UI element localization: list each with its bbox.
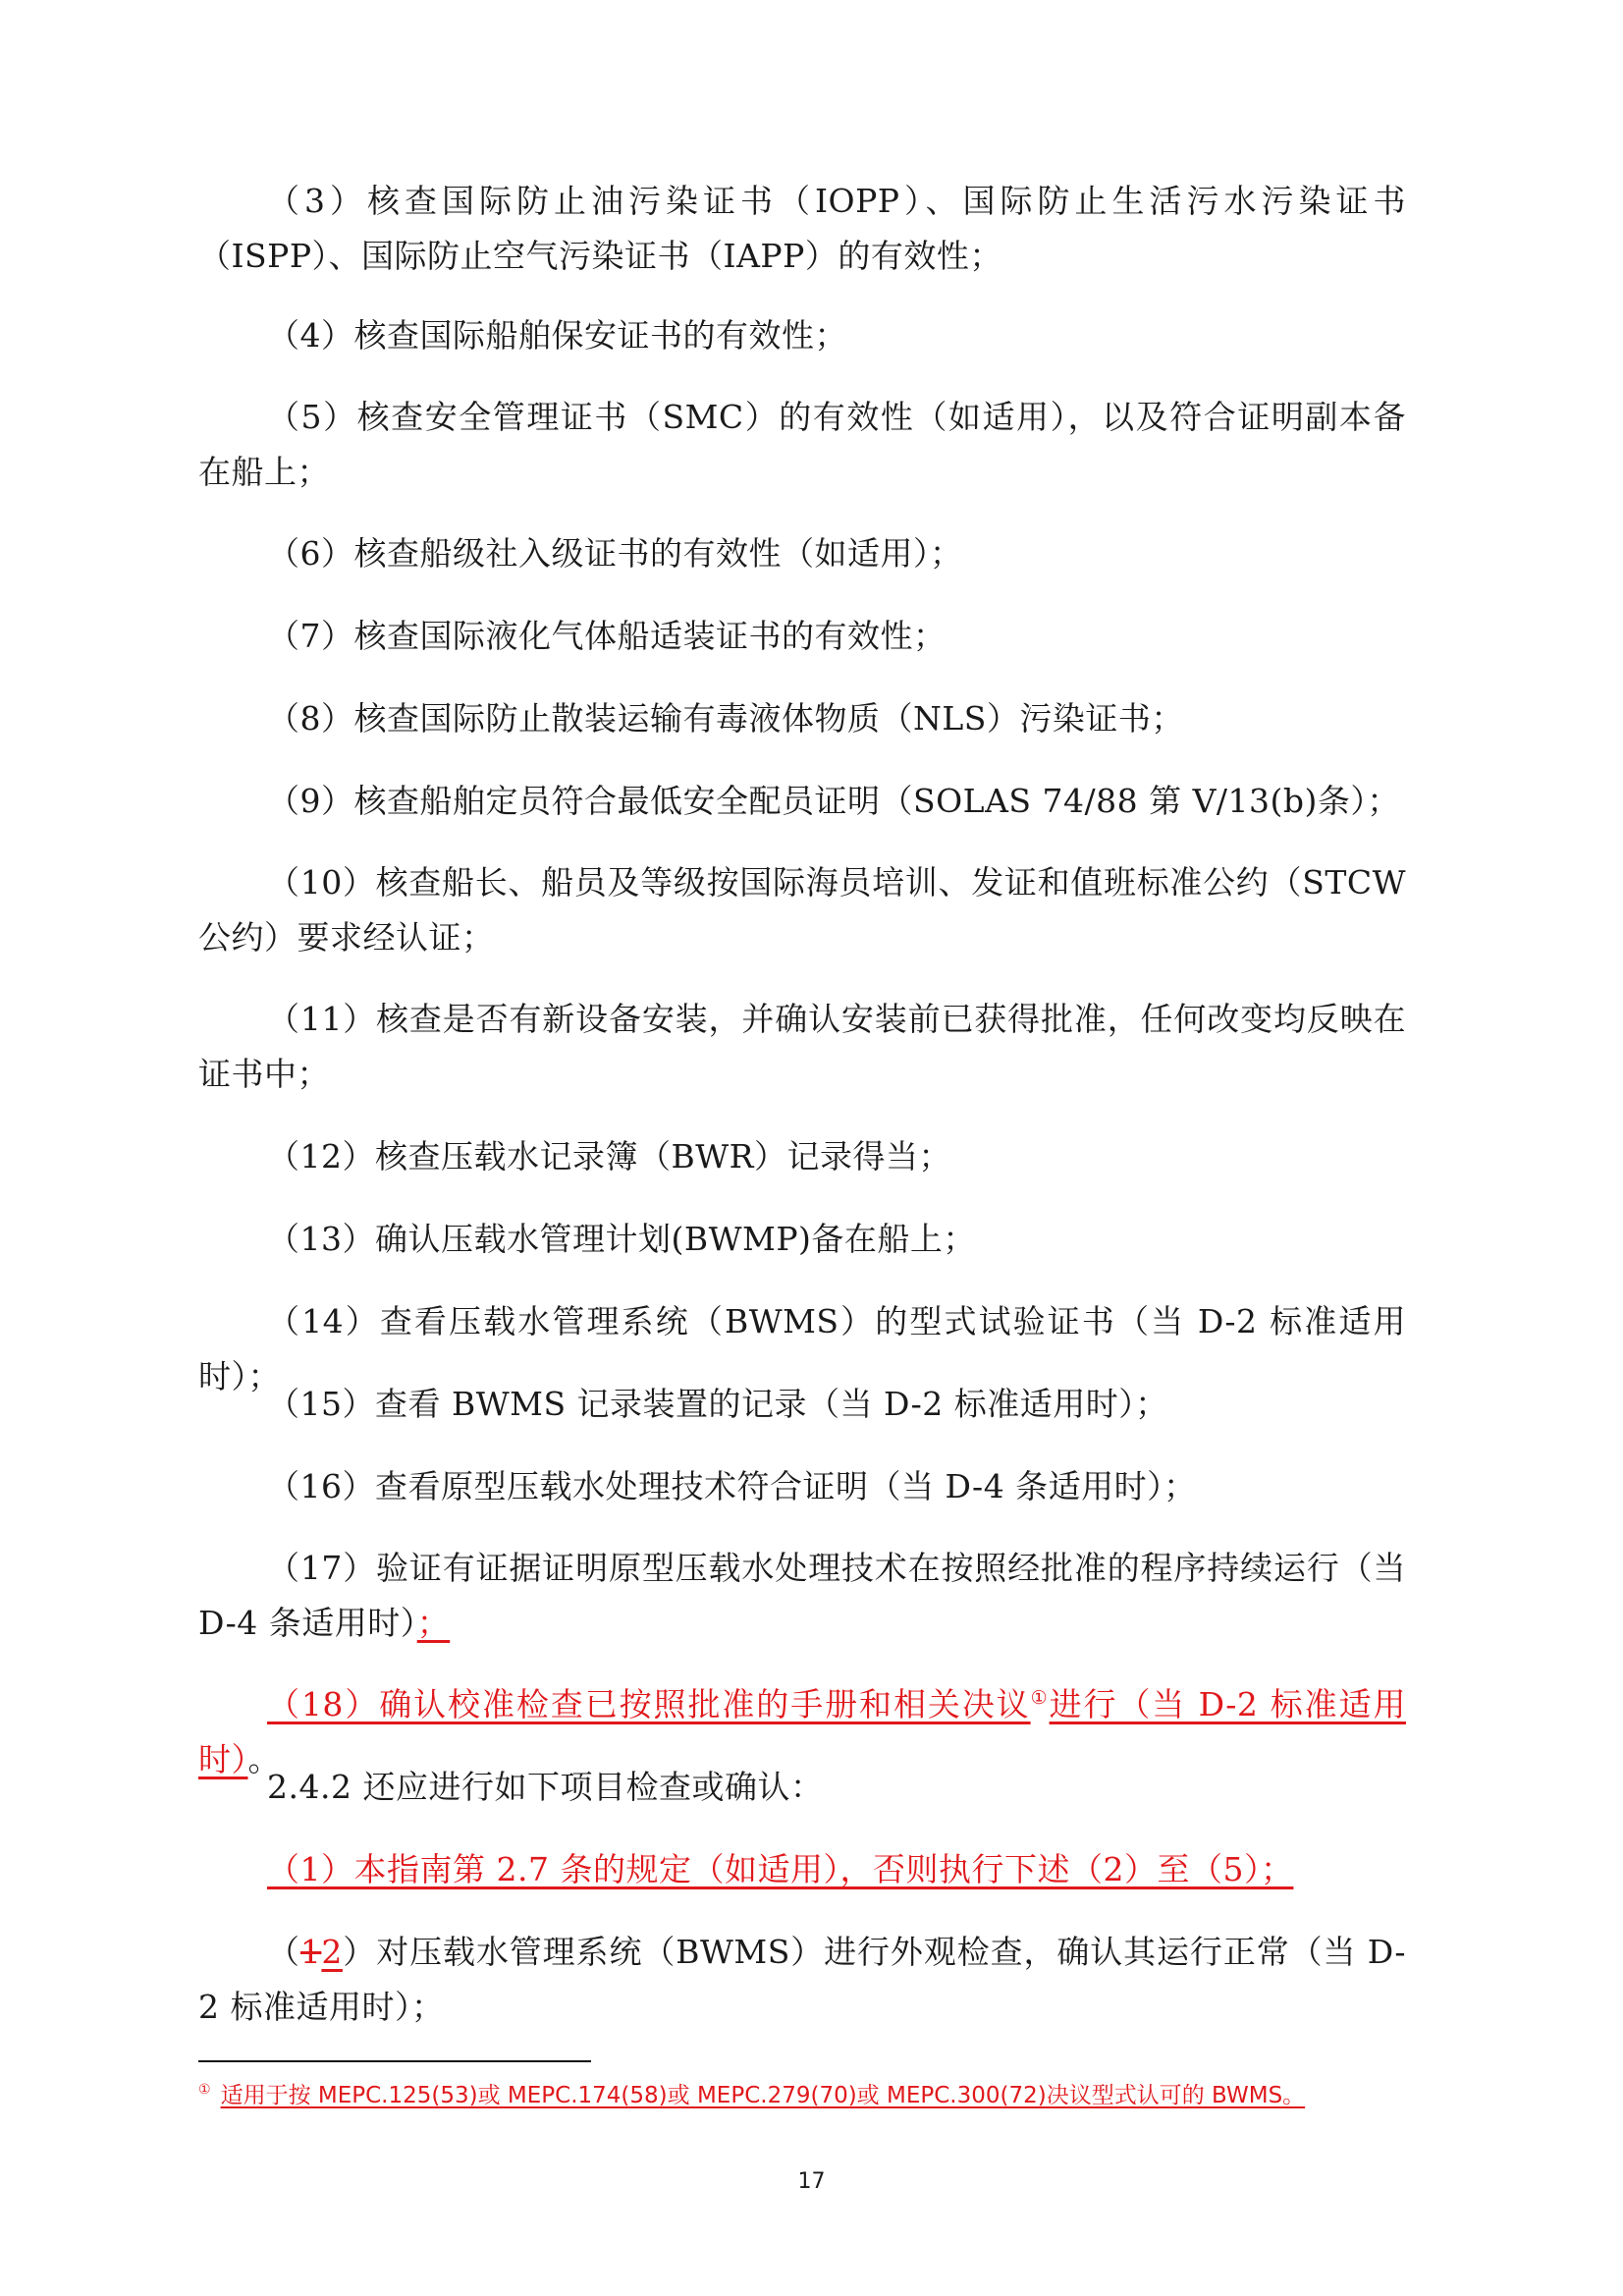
sub-item-2-inserted-number: 2 xyxy=(321,1933,343,1971)
item-18-text-a: （18）确认校准检查已按照批准的手册和相关决议 xyxy=(267,1685,1031,1723)
item-18-period: 。 xyxy=(247,1740,281,1778)
footnote xyxy=(198,2079,1406,2112)
sub-item-2-deleted-number: 1 xyxy=(299,1933,322,1971)
item-13: （13）确认压载水管理计划(BWMP)备在船上； xyxy=(267,1220,976,1258)
sub-item-1-inserted xyxy=(198,1842,1406,1897)
item-14: （14）查看压载水管理系统（BWMS）的型式试验证书（当 D-2 标准适用时）； xyxy=(198,1302,1406,1395)
item-15: （15）查看 BWMS 记录装置的记录（当 D-2 标准适用时）； xyxy=(267,1385,1168,1423)
item-9: （9）核查船舶定员符合最低安全配员证明（SOLAS 74/88 第 V/13(b)条）； xyxy=(267,782,1400,820)
sub-item-2-text: ）对压载水管理系统（BWMS）进行外观检查，确认其运行正常（当 D-2 标准适用时）； xyxy=(198,1933,1407,2026)
footnote-mark: ① xyxy=(198,2082,211,2099)
footnote-text: 适用于按 MEPC.125(53)或 MEPC.174(58)或 MEPC.279(70)或 MEPC.300(72)决议型式认可的 BWMS。 xyxy=(220,2083,1306,2108)
item-11: （11）核查是否有新设备安装，并确认安装前已获得批准，任何改变均反映在证书中； xyxy=(198,1000,1406,1093)
item-3: （3）核查国际防止油污染证书（IOPP）、国际防止生活污水污染证书（ISPP）、国际防止空气污染证书（IAPP）的有效性； xyxy=(198,182,1406,275)
item-5: （5）核查安全管理证书（SMC）的有效性（如适用），以及符合证明副本备在船上； xyxy=(198,398,1406,491)
item-17 xyxy=(198,1541,1406,1651)
item-17-text: （17）验证有证据证明原型压载水处理技术在按照经批准的程序持续运行（当 D-4 条适用时） xyxy=(198,1549,1406,1642)
sub-item-1-text: （1）本指南第 2.7 条的规定（如适用），否则执行下述（2）至（5）； xyxy=(267,1850,1294,1888)
section-2-4-2-heading: 2.4.2 还应进行如下项目检查或确认： xyxy=(267,1768,824,1806)
item-17-inserted-semicolon: ； xyxy=(416,1604,451,1642)
item-18-text-b: 进行（当 D-2 标准适用时） xyxy=(198,1685,1406,1778)
page-number: 17 xyxy=(797,2169,826,2194)
item-6: （6）核查船级社入级证书的有效性（如适用）； xyxy=(267,534,963,573)
footnote-separator xyxy=(198,2060,591,2062)
item-10: （10）核查船长、船员及等级按国际海员培训、发证和值班标准公约（STCW 公约）要求经认证； xyxy=(198,863,1406,957)
item-7: （7）核查国际液化气体船适装证书的有效性； xyxy=(267,617,947,655)
sub-item-2-open-paren: （ xyxy=(267,1933,300,1971)
item-16: （16）查看原型压载水处理技术符合证明（当 D-4 条适用时）； xyxy=(267,1467,1197,1505)
footnote-reference-mark: ① xyxy=(1030,1687,1050,1709)
sub-item-2 xyxy=(198,1925,1406,2035)
item-12: （12）核查压载水记录簿（BWR）记录得当； xyxy=(267,1137,952,1175)
item-4: （4）核查国际船舶保安证书的有效性； xyxy=(267,316,847,355)
item-8: （8）核查国际防止散装运输有毒液体物质（NLS）污染证书； xyxy=(267,699,1184,738)
